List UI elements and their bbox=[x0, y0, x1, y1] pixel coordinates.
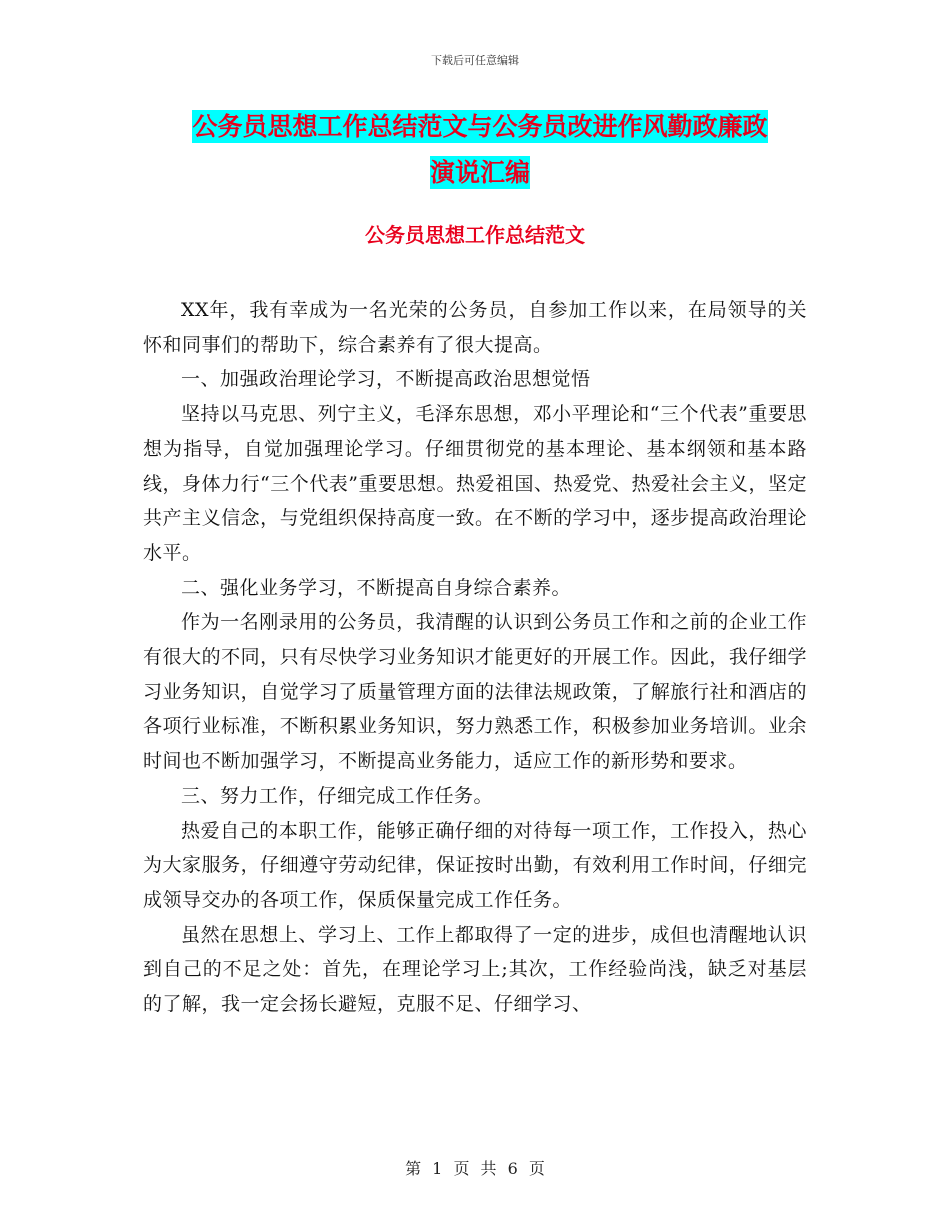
heading-1: 一、加强政治理论学习，不断提高政治思想觉悟 bbox=[181, 368, 591, 391]
document-title-line-2: 演说汇编 bbox=[429, 158, 530, 187]
section-title: 公务员思想工作总结范文 bbox=[365, 223, 585, 247]
paragraph: 作为一名刚录用的公务员，我清醒的认识到公务员工作和之前的企业工作有很大的不同，只有尽快学习业务知识才能更好的开展工作。因此，我仔细学习业务知识，自觉学习了质量管理方面的法律法规政策，了解旅行社和酒店的各项行业标准，不断积累业务知识，努力熟悉工作，积极参加业务培训。业余时间也不断加强学习，不断提高业务能力，适应工作的新形势和要求。 bbox=[143, 611, 807, 773]
page-footer: 第 1 页 共 6 页 bbox=[405, 1159, 545, 1178]
header-note: 下载后可任意编辑 bbox=[431, 54, 519, 67]
paragraph: 热爱自己的本职工作，能够正确仔细的对待每一项工作，工作投入，热心为大家服务，仔细遵守劳动纪律，保证按时出勤，有效利用工作时间，仔细完成领导交办的各项工作，保质保量完成工作任务。 bbox=[143, 819, 807, 911]
paragraph: XX年，我有幸成为一名光荣的公务员，自参加工作以来，在局领导的关怀和同事们的帮助下，综合素养有了很大提高。 bbox=[143, 299, 807, 356]
heading-2: 二、强化业务学习，不断提高自身综合素养。 bbox=[181, 576, 572, 599]
heading-3: 三、努力工作，仔细完成工作任务。 bbox=[181, 784, 494, 807]
paragraph: 虽然在思想上、学习上、工作上都取得了一定的进步，成但也清醒地认识到自己的不足之处：首先，在理论学习上;其次，工作经验尚浅，缺乏对基层的了解，我一定会扬长避短，克服不足、仔细学习、 bbox=[143, 923, 807, 1016]
document-title-line-1: 公务员思想工作总结范文与公务员改进作风勤政廉政 bbox=[192, 112, 768, 141]
document-title bbox=[150, 104, 810, 196]
document-body bbox=[143, 293, 807, 1022]
paragraph: 坚持以马克思、列宁主义，毛泽东思想，邓小平理论和“三个代表”重要思想为指导，自觉加强理论学习。仔细贯彻党的基本理论、基本纲领和基本路线，身体力行“三个代表”重要思想。热爱祖国、热爱党、热爱社会主义，坚定共产主义信念，与党组织保持高度一致。在不断的学习中，逐步提高政治理论水平。 bbox=[143, 403, 807, 564]
